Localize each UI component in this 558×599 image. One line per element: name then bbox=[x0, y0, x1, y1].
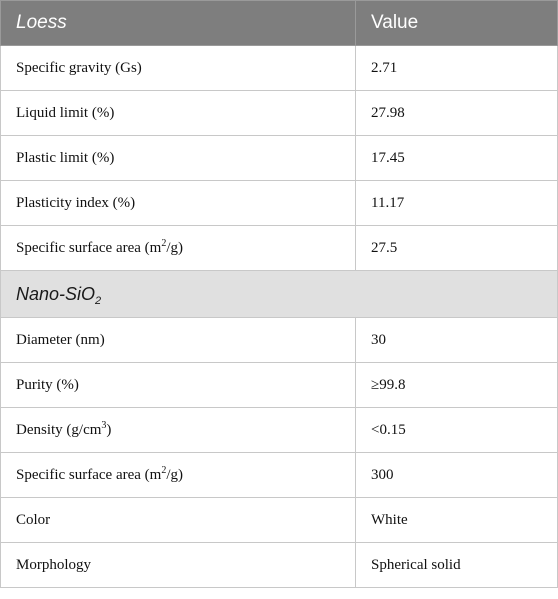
label-text: Density (g/cm bbox=[16, 421, 102, 438]
label-superscript: 2 bbox=[161, 464, 167, 476]
row-label: Liquid limit (%) bbox=[1, 91, 356, 136]
row-value: <0.15 bbox=[356, 408, 558, 453]
label-text: ) bbox=[106, 421, 112, 438]
row-label: Diameter (nm) bbox=[1, 318, 356, 363]
table-row bbox=[1, 181, 558, 226]
row-value: 17.45 bbox=[356, 136, 558, 181]
header-loess: Loess bbox=[1, 1, 356, 46]
section-title bbox=[1, 271, 558, 318]
row-value: 30 bbox=[356, 318, 558, 363]
table-header-row bbox=[1, 1, 558, 46]
label-text: Specific surface area (m bbox=[16, 466, 162, 483]
section-title-text: Nano-SiO bbox=[16, 283, 96, 304]
table-row bbox=[1, 453, 558, 498]
table-row bbox=[1, 226, 558, 271]
table-row bbox=[1, 543, 558, 588]
section-header-row bbox=[1, 271, 558, 318]
row-value: 11.17 bbox=[356, 181, 558, 226]
row-value: 27.98 bbox=[356, 91, 558, 136]
row-label: Color bbox=[1, 498, 356, 543]
row-label: Plastic limit (%) bbox=[1, 136, 356, 181]
table-row bbox=[1, 136, 558, 181]
row-label bbox=[1, 453, 356, 498]
label-text: Specific surface area (m bbox=[16, 239, 162, 256]
section-title-subscript: 2 bbox=[95, 294, 102, 307]
table-row bbox=[1, 91, 558, 136]
label-text: /g) bbox=[166, 466, 183, 483]
table-row bbox=[1, 363, 558, 408]
row-value: White bbox=[356, 498, 558, 543]
row-value: Spherical solid bbox=[356, 543, 558, 588]
label-superscript: 2 bbox=[161, 237, 167, 249]
table-row bbox=[1, 46, 558, 91]
row-label bbox=[1, 226, 356, 271]
row-label bbox=[1, 408, 356, 453]
row-value: 2.71 bbox=[356, 46, 558, 91]
row-label: Morphology bbox=[1, 543, 356, 588]
row-label: Specific gravity (Gs) bbox=[1, 46, 356, 91]
row-value: 27.5 bbox=[356, 226, 558, 271]
row-value: 300 bbox=[356, 453, 558, 498]
row-value: ≥99.8 bbox=[356, 363, 558, 408]
table-row bbox=[1, 498, 558, 543]
row-label: Plasticity index (%) bbox=[1, 181, 356, 226]
label-superscript: 3 bbox=[101, 419, 107, 431]
header-value: Value bbox=[356, 1, 558, 46]
table-row bbox=[1, 318, 558, 363]
label-text: /g) bbox=[166, 239, 183, 256]
row-label: Purity (%) bbox=[1, 363, 356, 408]
table-row bbox=[1, 408, 558, 453]
